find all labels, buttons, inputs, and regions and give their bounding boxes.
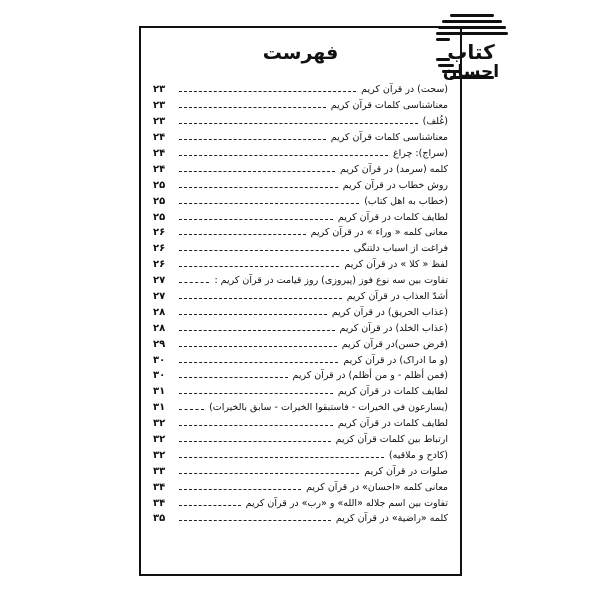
toc-entry-page-number: ۳۴: [153, 481, 166, 493]
toc-entry-label: لطایف کلمات در قرآن کریم: [337, 418, 448, 430]
page-title: فهرست: [262, 42, 339, 64]
toc-dash-leader: [179, 457, 384, 458]
toc-entry: [153, 384, 448, 400]
toc-entry: [153, 463, 448, 479]
toc-entry: [153, 241, 448, 257]
toc-entry: [153, 400, 448, 416]
toc-entry-page-number: ۲۳: [153, 116, 166, 128]
toc-dash-leader: [179, 505, 241, 506]
toc-entry-label: لطایف کلمات در قرآن کریم: [337, 386, 448, 398]
toc-entry-label: معانی کلمه «احسان» در قرآن کریم: [306, 481, 448, 493]
toc-entry-label: معانی کلمه « وراء » در قرآن کریم: [310, 227, 448, 239]
toc-entry-page-number: ۳۳: [153, 465, 166, 477]
toc-entry-label: لفظ « کلا » در قرآن کریم: [344, 259, 448, 271]
toc-entry-label: معناشناسی کلمات قرآن کریم: [330, 100, 448, 112]
toc-entry-label: (و ما ادراک) در قرآن کریم: [343, 354, 448, 366]
toc-entry: [153, 447, 448, 463]
toc-entry-page-number: ۲۸: [153, 322, 166, 334]
toc-dash-leader: [179, 489, 301, 490]
toc-dash-leader: [179, 425, 333, 426]
toc-dash-leader: [179, 123, 418, 124]
toc-dash-leader: [179, 139, 326, 140]
toc-entry-page-number: ۲۸: [153, 306, 166, 318]
toc-entry-label: کلمه (سرمد) در قرآن کریم: [340, 163, 448, 175]
toc-entry-page-number: ۳۱: [153, 386, 166, 398]
toc-dash-leader: [179, 91, 356, 92]
toc-entry: [153, 511, 448, 527]
toc-dash-leader: [179, 282, 209, 283]
toc-dash-leader: [179, 187, 338, 188]
toc-entry-label: (قرض حسن)در قرآن کریم: [341, 338, 448, 350]
toc-entry-label: تفاوت بین سه نوع فوز (پیروزی) روز قیامت در قرآن کریم :: [214, 275, 448, 287]
toc-entry-page-number: ۲۷: [153, 275, 166, 287]
toc-entry-label: (سراج): چراغ: [392, 148, 448, 159]
toc-dash-leader: [179, 107, 326, 108]
toc-entry: [153, 161, 448, 177]
toc-dash-leader: [179, 409, 204, 410]
toc-entry: [153, 193, 448, 209]
toc-entry-label: فراغت از اسباب دلتنگی: [353, 243, 448, 255]
toc-entry-label: (عذاب الخلد) در قرآن کریم: [339, 322, 448, 334]
toc-entry: [153, 273, 448, 289]
toc-entry-page-number: ۲۳: [153, 84, 166, 96]
toc-entry-label: أشدّ العذاب در قرآن کریم: [346, 291, 448, 303]
toc-dash-leader: [179, 266, 339, 267]
toc-entry: [153, 114, 448, 130]
toc-entry-page-number: ۲۶: [153, 259, 166, 271]
toc-entry-page-number: ۲۵: [153, 211, 166, 223]
toc-entry: [153, 304, 448, 320]
toc-entry-page-number: ۲۷: [153, 291, 166, 303]
toc-entry-page-number: ۲۶: [153, 243, 166, 255]
toc-entry-page-number: ۳۰: [153, 370, 166, 382]
toc-dash-leader: [179, 250, 349, 251]
toc-entry-label: (عذاب الحریق) در قرآن کریم: [331, 306, 448, 318]
toc-entry: [153, 209, 448, 225]
toc-entry-label: (کادح و ملاقیه): [388, 449, 448, 461]
toc-dash-leader: [179, 298, 342, 299]
toc-entry-label: ارتباط بین کلمات قرآن کریم: [335, 434, 448, 446]
toc-entry-page-number: ۲۴: [153, 163, 166, 175]
toc-entry-page-number: ۲۳: [153, 100, 166, 112]
logo-text-line2: احسان: [442, 62, 500, 82]
toc-dash-leader: [179, 234, 306, 235]
toc-entry: [153, 98, 448, 114]
toc-entry-label: (غُلف): [422, 116, 448, 128]
toc-entry-label: لطایف کلمات در قرآن کریم: [337, 211, 448, 223]
toc-entry-page-number: ۳۰: [153, 354, 166, 366]
toc-dash-leader: [179, 346, 337, 347]
toc-entry: [153, 82, 448, 98]
toc-entry: [153, 368, 448, 384]
toc-dash-leader: [179, 155, 388, 156]
publisher-logo: [430, 12, 512, 88]
toc-entry-label: صلوات در قرآن کریم: [364, 465, 448, 477]
toc-entry: [153, 146, 448, 162]
toc-dash-leader: [179, 330, 335, 331]
table-of-contents: [153, 82, 448, 527]
toc-dash-leader: [179, 377, 288, 378]
toc-dash-leader: [179, 219, 333, 220]
toc-entry: [153, 416, 448, 432]
toc-entry: [153, 432, 448, 448]
toc-entry-page-number: ۲۴: [153, 132, 166, 144]
toc-entry-label: تفاوت بین اسم جلاله «الله» و «رب» در قرآن کریم: [245, 497, 448, 509]
toc-dash-leader: [179, 393, 333, 394]
toc-entry-page-number: ۳۴: [153, 497, 166, 509]
toc-entry-page-number: ۲۴: [153, 148, 166, 159]
toc-entry-page-number: ۲۵: [153, 179, 166, 191]
toc-entry: [153, 289, 448, 305]
toc-entry: [153, 495, 448, 511]
toc-entry-label: (فمن أظلم - و من أظلم) در قرآن کریم: [292, 370, 448, 382]
toc-entry-page-number: ۲۶: [153, 227, 166, 239]
toc-entry-page-number: ۳۲: [153, 434, 166, 446]
toc-entry-page-number: ۳۲: [153, 418, 166, 430]
toc-entry: [153, 320, 448, 336]
toc-entry-label: (یسارعون فی الخیرات - فاستبقوا الخیرات - سابق بالخیرات): [209, 402, 448, 414]
toc-entry-label: معناشناسی کلمات قرآن کریم: [330, 132, 448, 144]
toc-entry-label: (خطاب به اهل کتاب): [364, 195, 448, 207]
toc-entry: [153, 352, 448, 368]
toc-entry-label: کلمه «راضیة» در قرآن کریم: [335, 513, 448, 525]
toc-entry-page-number: ۳۲: [153, 449, 166, 461]
toc-entry-page-number: ۳۵: [153, 513, 166, 525]
toc-dash-leader: [179, 362, 338, 363]
toc-entry: [153, 257, 448, 273]
toc-entry: [153, 130, 448, 146]
toc-entry: [153, 177, 448, 193]
toc-dash-leader: [179, 520, 331, 521]
toc-dash-leader: [179, 203, 359, 204]
toc-entry-label: روش خطاب در قرآن کریم: [342, 179, 448, 191]
toc-entry-page-number: ۳۱: [153, 402, 166, 414]
toc-dash-leader: [179, 314, 327, 315]
toc-entry-page-number: ۲۹: [153, 338, 166, 350]
toc-dash-leader: [179, 171, 335, 172]
toc-entry-label: (سحت) در قرآن کریم: [361, 84, 448, 96]
logo-text-line1: کتاب: [447, 40, 495, 64]
toc-entry-page-number: ۲۵: [153, 195, 166, 207]
toc-entry: [153, 225, 448, 241]
toc-dash-leader: [179, 441, 331, 442]
toc-entry: [153, 336, 448, 352]
toc-dash-leader: [179, 473, 359, 474]
toc-entry: [153, 479, 448, 495]
book-page: [139, 26, 462, 576]
